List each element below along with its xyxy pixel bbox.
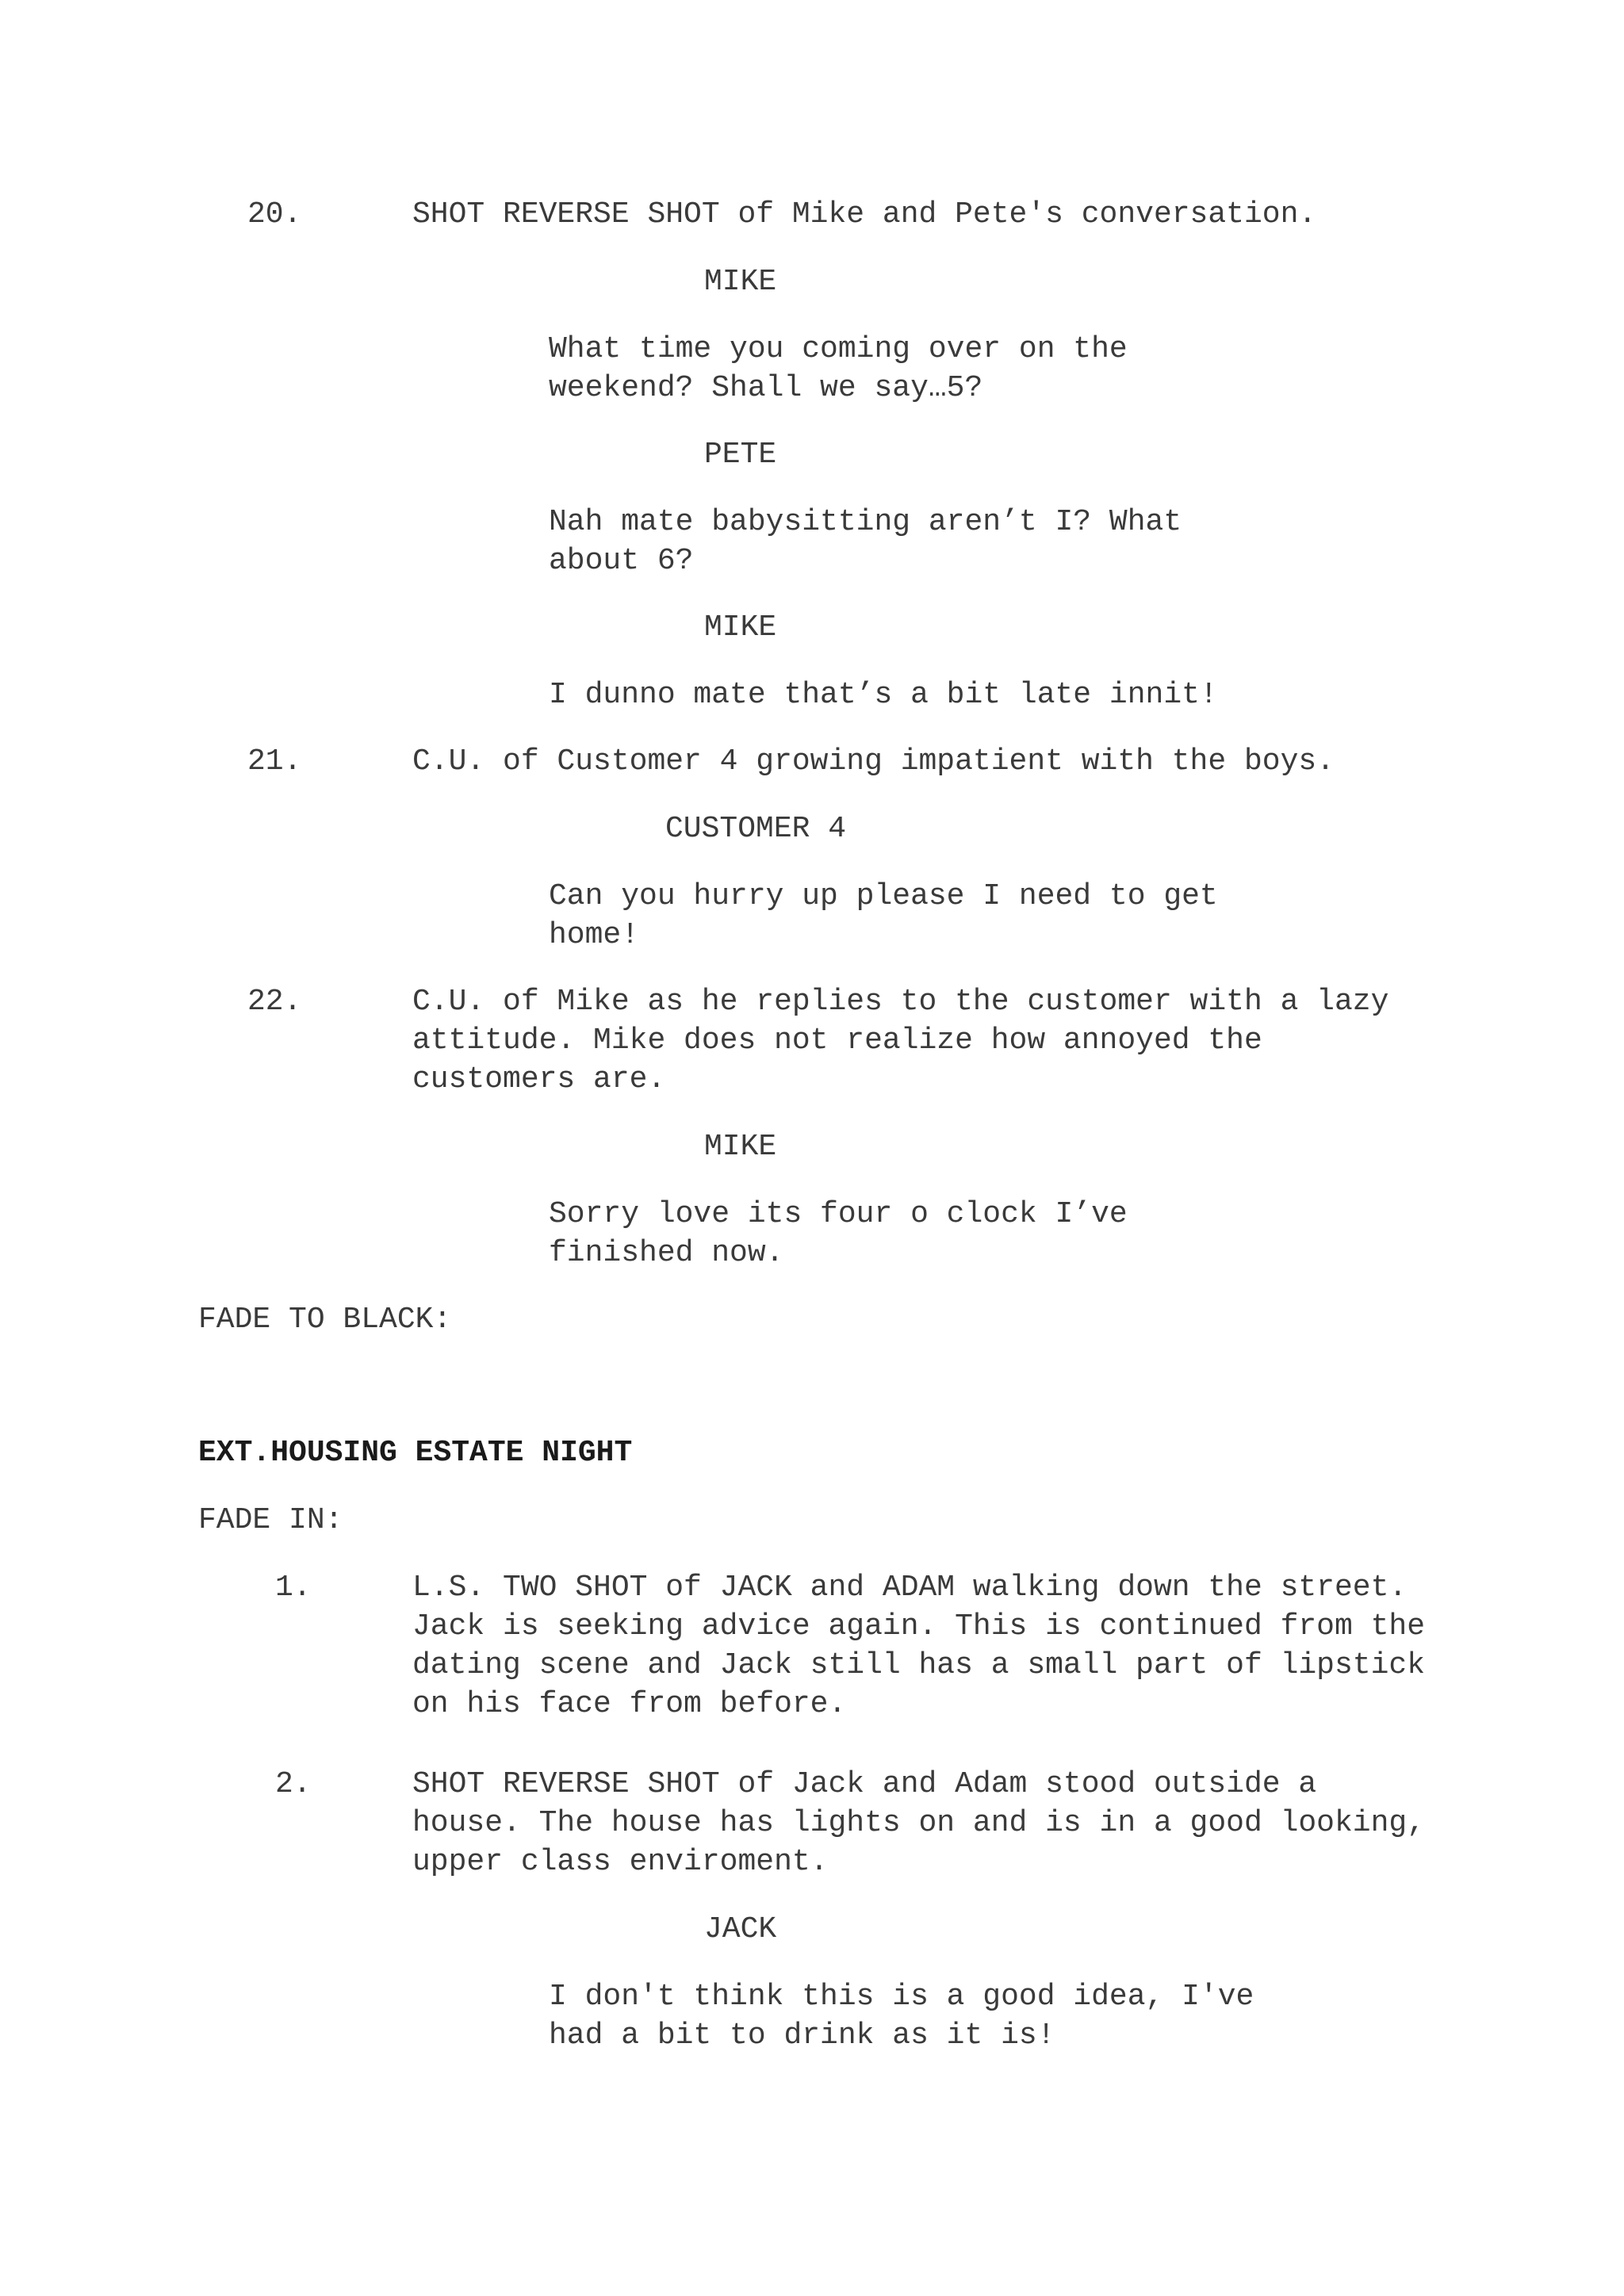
dialogue-line: Can you hurry up please I need to get (549, 879, 1218, 913)
shot-description: upper class enviroment. (412, 1845, 829, 1879)
dialogue-line: I don't think this is a good idea, I've (549, 1980, 1254, 2014)
shot-description: Jack is seeking advice again. This is continued from the (412, 1609, 1426, 1644)
shot-description: C.U. of Mike as he replies to the customer with a lazy (412, 985, 1389, 1019)
dialogue-line: had a bit to drink as it is! (549, 2019, 1055, 2053)
transition: FADE TO BLACK: (198, 1303, 452, 1337)
character-name: JACK (704, 1912, 777, 1946)
shot-description: L.S. TWO SHOT of JACK and ADAM walking down the street. (412, 1571, 1408, 1605)
transition: FADE IN: (198, 1503, 343, 1537)
dialogue-line: weekend? Shall we say…5? (549, 371, 983, 405)
dialogue-line: I dunno mate that’s a bit late innit! (549, 678, 1218, 712)
shot-number: 21. (247, 744, 302, 779)
shot-number: 1. (275, 1571, 312, 1605)
character-name: MIKE (704, 1130, 777, 1164)
dialogue-line: Sorry love its four o clock I’ve (549, 1197, 1128, 1231)
dialogue-line: finished now. (549, 1236, 784, 1270)
dialogue-line: Nah mate babysitting aren’t I? What (549, 505, 1182, 539)
shot-description: SHOT REVERSE SHOT of Jack and Adam stood outside a (412, 1767, 1317, 1801)
character-name: MIKE (704, 610, 777, 645)
shot-description: C.U. of Customer 4 growing impatient with the boys. (412, 744, 1335, 779)
shot-description: SHOT REVERSE SHOT of Mike and Pete's conversation. (412, 197, 1317, 232)
shot-description: attitude. Mike does not realize how annoyed the (412, 1024, 1262, 1058)
shot-description: on his face from before. (412, 1687, 847, 1721)
shot-description: customers are. (412, 1062, 666, 1096)
shot-number: 22. (247, 985, 302, 1019)
character-name: MIKE (704, 265, 777, 299)
shot-description: dating scene and Jack still has a small part of lipstick (412, 1648, 1426, 1682)
dialogue-line: What time you coming over on the (549, 332, 1128, 366)
shot-number: 2. (275, 1767, 312, 1801)
dialogue-line: about 6? (549, 544, 694, 578)
scene-heading: EXT.HOUSING ESTATE NIGHT (198, 1436, 633, 1470)
dialogue-line: home! (549, 918, 640, 952)
character-name: CUSTOMER 4 (665, 812, 847, 846)
shot-number: 20. (247, 197, 302, 232)
shot-description: house. The house has lights on and is in a good looking, (412, 1806, 1426, 1840)
character-name: PETE (704, 438, 777, 472)
